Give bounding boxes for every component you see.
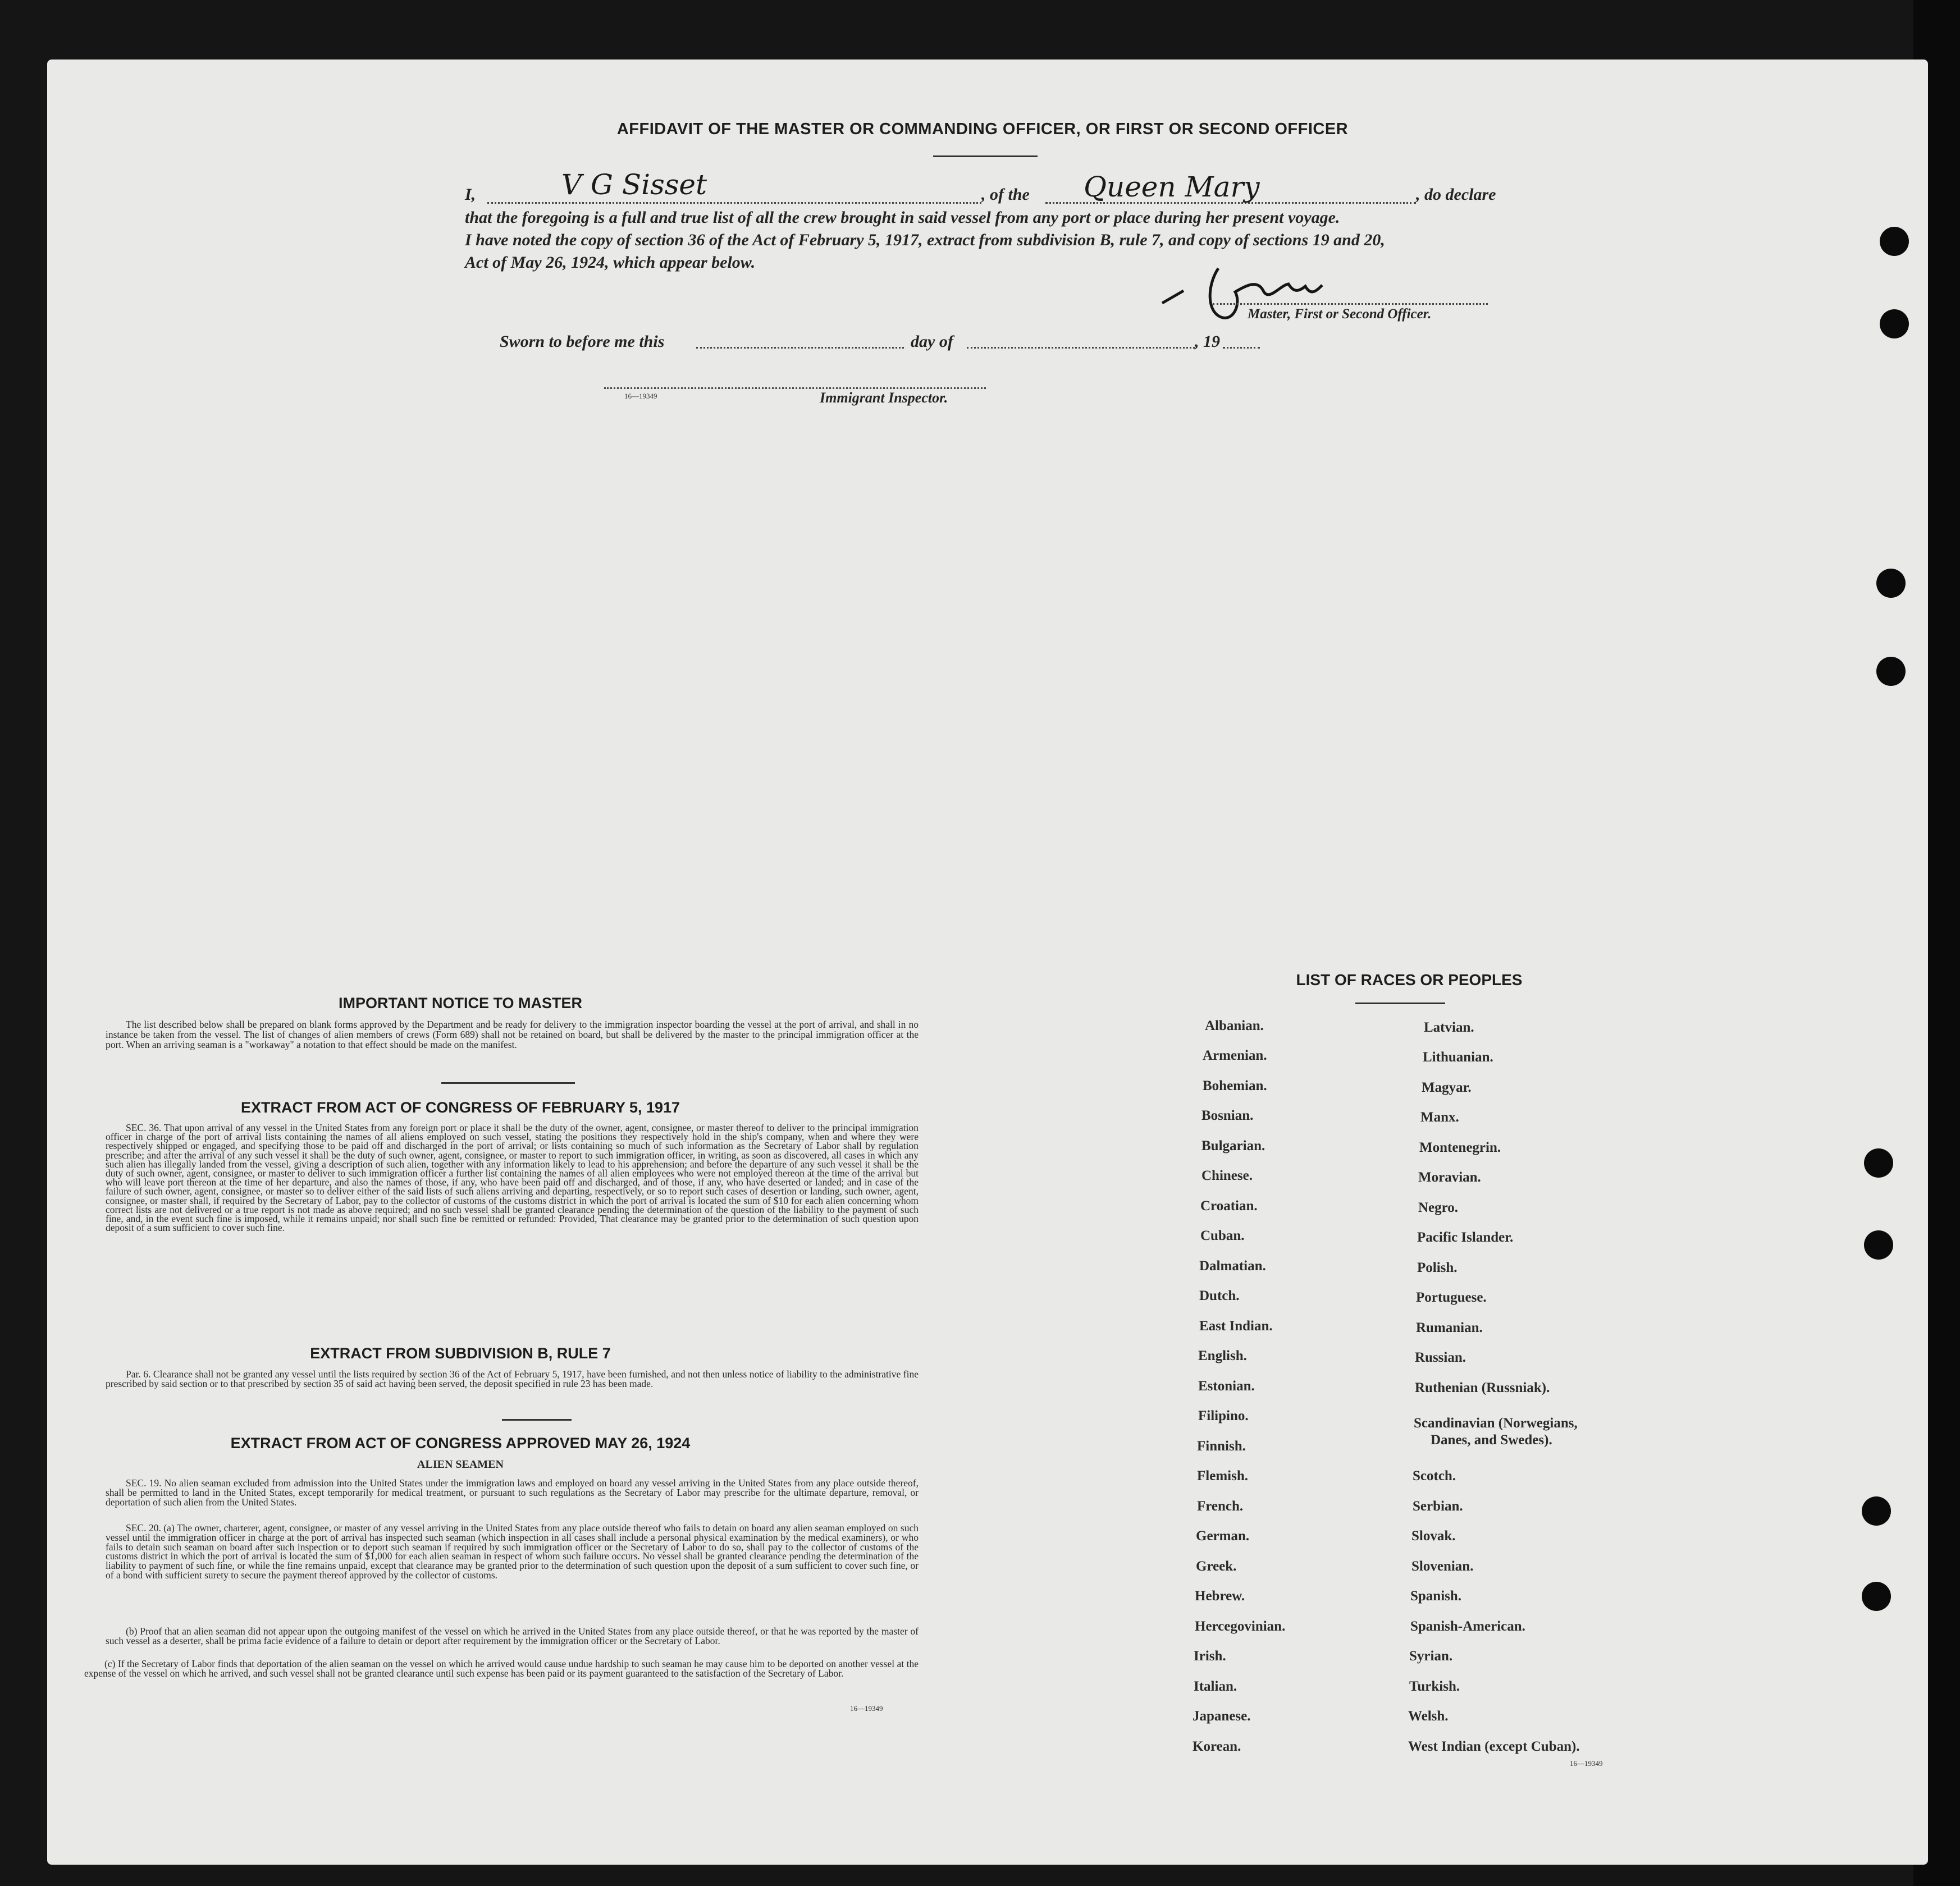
divider [1355,1002,1445,1004]
vessel-name-handwritten: Queen Mary [1084,171,1260,203]
race-item: Pacific Islander. [1417,1230,1514,1245]
notice-title: IMPORTANT NOTICE TO MASTER [339,995,582,1011]
binder-hole [1862,1582,1891,1611]
sec-19-text: SEC. 19. No alien seaman excluded from admission into the United States under the immigration laws and employed on board any vessel arriving in the United States from any place outside thereof, shall be permitted to land in the United States, except temporarily for medical treatment, or pursuant to such regulations as the Secretary of Labor may prescribe for the ultimate departure, removal, or deportation of such alien from the United States. [106,1477,919,1508]
do-declare-label: , do declare [1416,185,1496,204]
race-item: Hebrew. [1195,1589,1245,1604]
sworn-label: Sworn to before me this [500,332,665,351]
form-number: 16—19349 [624,392,657,400]
race-item: French. [1197,1499,1244,1514]
affidavit-heading: AFFIDAVIT OF THE MASTER OR COMMANDING OFFICER, OR FIRST OR SECOND OFFICER [616,120,1349,138]
race-item: German. [1196,1528,1250,1544]
race-item: Croatian. [1200,1198,1258,1214]
divider [933,155,1038,157]
affidavit-line-4: Act of May 26, 1924, which appear below. [465,253,756,272]
inspector-signature-line [604,387,986,389]
race-item: Spanish-American. [1410,1619,1525,1634]
binder-hole [1876,569,1906,598]
race-item: Russian. [1415,1350,1466,1365]
race-item: Bosnian. [1201,1108,1254,1123]
day-of-label: day of [911,332,953,351]
of-the-label: , of the [981,185,1030,204]
binder-hole [1864,1230,1893,1260]
race-item: Italian. [1194,1679,1237,1694]
extract-1924-title: EXTRACT FROM ACT OF CONGRESS APPROVED MAY 26, 1924 [230,1435,691,1452]
race-item: Albanian. [1205,1018,1264,1033]
officer-name-handwritten: V G Sisset [561,168,707,201]
i-label: I, [465,185,476,204]
race-item: East Indian. [1199,1319,1273,1334]
race-item: Scandinavian (Norwegians, [1414,1416,1578,1431]
race-item: Moravian. [1418,1170,1481,1185]
race-item: Montenegrin. [1419,1140,1501,1155]
signature-caption: Master, First or Second Officer. [1248,306,1432,322]
sworn-year-line [1223,347,1260,349]
form-number: 16—19349 [1570,1759,1603,1768]
extract-1917-title: EXTRACT FROM ACT OF CONGRESS OF FEBRUARY 5, 1917 [240,1099,680,1116]
race-item: Dutch. [1199,1288,1240,1303]
race-item: Chinese. [1201,1168,1253,1183]
race-item: Japanese. [1193,1709,1251,1724]
race-item: West Indian (except Cuban). [1408,1739,1580,1754]
race-item: Syrian. [1409,1649,1453,1664]
divider [502,1419,572,1421]
race-item: Welsh. [1408,1709,1449,1724]
races-title: LIST OF RACES OR PEOPLES [1296,971,1523,988]
inspector-caption: Immigrant Inspector. [820,390,948,406]
binder-hole [1862,1496,1891,1526]
race-item: Turkish. [1409,1679,1460,1694]
race-item: Ruthenian (Russniak). [1415,1380,1550,1395]
name-field-line [487,202,981,204]
race-item: Polish. [1417,1260,1458,1275]
race-item: Latvian. [1424,1020,1474,1035]
race-item: Danes, and Swedes). [1431,1432,1552,1448]
race-item: Manx. [1420,1110,1459,1125]
binder-hole [1880,309,1909,338]
divider [441,1082,575,1084]
affidavit-line-2: that the foregoing is a full and true list of all the crew brought in said vessel from any port or place during her present voyage. [465,208,1340,227]
rule7-text: Par. 6. Clearance shall not be granted any vessel until the lists required by section 36 of the Act of February 5, 1917, have been furnished, and not then unless notice of liability to the administrative fine prescribed by said section or to that prescribed by section 35 of said act having been served, the deposit specified in rule 23 has been made. [106,1368,919,1389]
race-item: Filipino. [1198,1408,1249,1423]
race-item: Magyar. [1422,1080,1472,1095]
year-label: , 19 [1195,332,1220,351]
race-item: Greek. [1196,1559,1237,1574]
extract-1917-text: SEC. 36. That upon arrival of any vessel in the United States from any foreign port or place it shall be the duty of the owner, agent, consignee, or master thereof to deliver to the principal immigration officer in charge of the port of arrival lists containing the names of all aliens employed on such vessel, stating the positions they respectively hold in the ship's company, when and where they were respectively shipped or engaged, and specifying those to be paid off and discharged in the port of arrival; or lists containing so much of such information as the Secretary of Labor shall by regulation prescribe; and after the arrival of any such vessel it shall be the duty of such owner, agent, consignee, or master to report to such immigration officer, in writing, as soon as discovered, all cases in which any such alien has illegally landed from the vessel, giving a description of such alien, together with any information likely to lead to his apprehension; and before the departure of any such vessel it shall be the duty of such owner, agent, consignee, or master to deliver to such immigration officer a further list containing the names of all alien employees who were not employed thereon at the time of the arrival but who will leave port thereon at the time of her departure, and also the names of those, if any, who have been paid off and discharged, and of those, if any, who have deserted or landed; and in case of the failure of such owner, agent, consignee, or master so to deliver either of the said lists of such aliens arriving and departing, respectively, or so to report such cases of desertion or landing, such owner, agent, consignee, or master shall, if required by the Secretary of Labor, pay to the collector of customs of the customs district in which the port of arrival is located the sum of $10 for each alien concerning whom correct lists are not delivered or a true report is not made as above required; and no such vessel shall be granted clearance pending the determination of the question of the liability to the payment of such fine, and, in the event such fine is imposed, while it remains unpaid; nor shall such fine be remitted or refunded: Provided, That clearance may be granted prior to the determination of such question upon deposit of a sum sufficient to cover such fine. [106,1122,919,1234]
affidavit-line-3: I have noted the copy of section 36 of the Act of February 5, 1917, extract from subdivision B, rule 7, and copy of sections 19 and 20, [465,231,1385,249]
race-item: Irish. [1194,1649,1226,1664]
race-item: English. [1198,1348,1247,1363]
race-item: Lithuanian. [1423,1050,1493,1065]
binder-hole [1864,1148,1893,1178]
race-item: Serbian. [1413,1499,1463,1514]
race-item: Korean. [1193,1739,1241,1754]
race-item: Rumanian. [1416,1320,1483,1335]
race-item: Dalmatian. [1199,1258,1266,1274]
race-item: Scotch. [1413,1468,1456,1484]
race-item: Bulgarian. [1201,1138,1265,1153]
signature-line [1213,303,1488,305]
race-item: Negro. [1418,1200,1459,1215]
race-item: Slovak. [1411,1528,1456,1544]
sec-20a-text: SEC. 20. (a) The owner, charterer, agent, consignee, or master of any vessel arriving in the United States from any place outside thereof who fails to detain on board any alien seaman employed on such vessel until the immigration officer in charge at the port of arrival has inspected such seaman (which inspection in all cases shall include a personal physical examination by the medical examiners), or who fails to detain such seaman on board after such inspection or to deport such seaman if required by such immigration officer or the Secretary of Labor to do so, shall pay to the collector of customs of the customs district in which the port of arrival is located the sum of $1,000 for each alien seaman in respect of whom such failure occurs. No vessel shall be granted clearance pending the determination of the liability to payment of such fine, or while the fine remains unpaid, except that clearance may be granted prior to the determination of such question upon the deposit of a sum sufficient to cover such fine, or of a bond with sufficient surety to secure the payment thereof approved by the collector of customs. [106,1522,919,1581]
race-item: Spanish. [1410,1589,1462,1604]
sec-20b-text: (b) Proof that an alien seaman did not appear upon the outgoing manifest of the vessel on which he arrived in the United States from any place outside thereof, or that he was reported by the master of such vessel as a deserter, shall be prima facie evidence of a failure to detain or deport after requirement by the immigration officer or the Secretary of Labor. [106,1626,919,1646]
sworn-month-line [967,347,1195,349]
race-item: Hercegovinian. [1195,1619,1286,1634]
race-item: Armenian. [1203,1048,1267,1063]
race-item: Finnish. [1197,1439,1246,1454]
race-item: Slovenian. [1411,1559,1474,1574]
race-item: Estonian. [1198,1379,1255,1394]
document-page [47,59,1928,1865]
alien-seamen-subtitle: ALIEN SEAMEN [417,1458,504,1471]
binder-hole [1876,657,1906,686]
form-number: 16—19349 [850,1704,883,1713]
race-item: Portuguese. [1416,1290,1487,1305]
binder-hole [1880,227,1909,256]
race-item: Bohemian. [1203,1078,1267,1093]
sec-20c-text: (c) If the Secretary of Labor finds that deportation of the alien seaman on the vessel on which he arrived would cause undue hardship to such seaman he may cause him to be deported on another vessel at the expense of the vessel on which he arrived, and such vessel shall not be granted clearance until such expense has been paid or its payment guaranteed to the satisfaction of the Secretary of Labor. [84,1658,919,1679]
sworn-day-line [696,347,904,349]
rule7-title: EXTRACT FROM SUBDIVISION B, RULE 7 [310,1345,611,1362]
notice-text: The list described below shall be prepared on blank forms approved by the Department and be ready for delivery to the immigration inspector boarding the vessel at the port of arrival, and shall in no instance be taken from the vessel. The list of changes of alien members of crews (Form 689) shall not be retained on board, but shall be delivered by the master to the principal immigration officer at the port. When an arriving seaman is a "workaway" a notation to that effect should be made on the manifest. [106,1019,919,1050]
race-item: Flemish. [1197,1468,1248,1484]
race-item: Cuban. [1200,1228,1245,1243]
